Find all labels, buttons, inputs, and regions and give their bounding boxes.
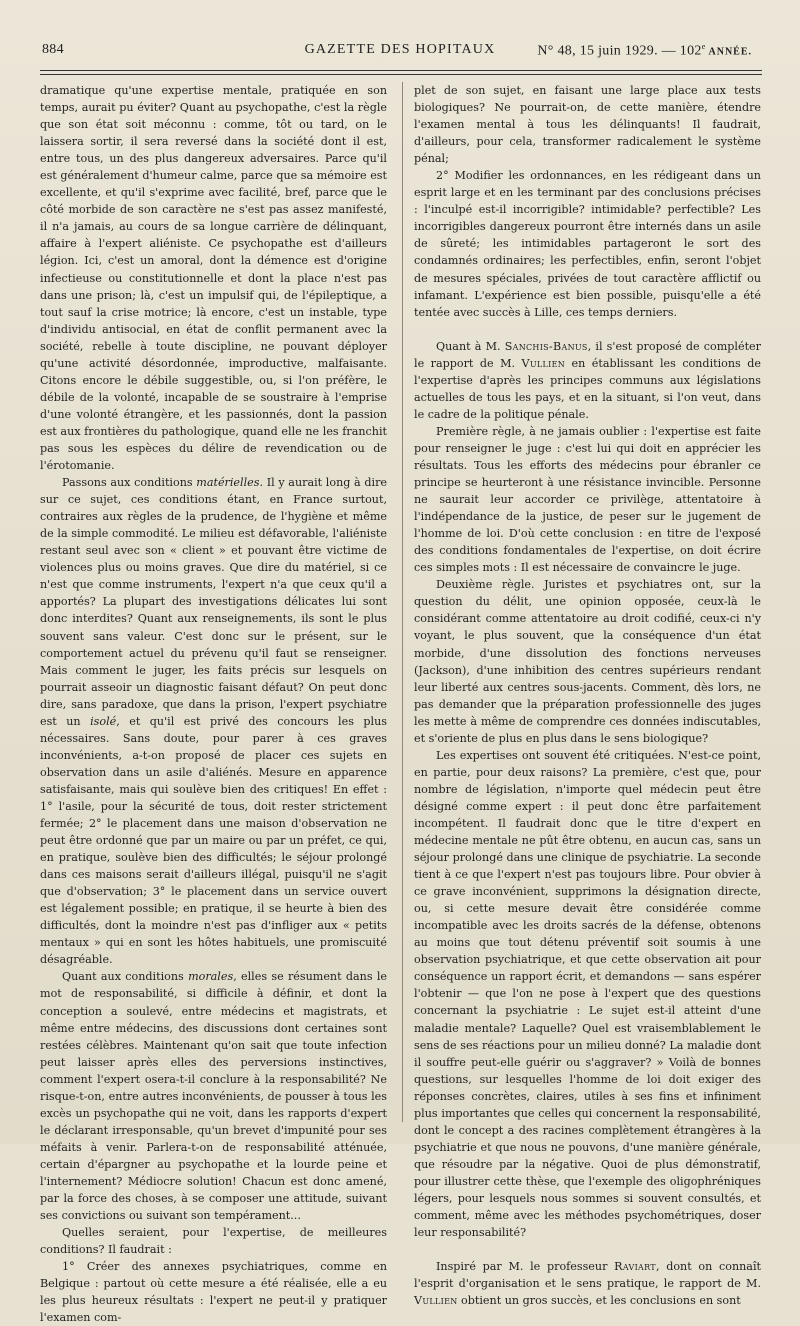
paragraph: Quelles seraient, pour l'expertise, de meilleures conditions? Il faudrait :	[40, 1226, 387, 1257]
paragraph: 1° Créer des annexes psychiatriques, comme en Belgique : partout où cette mesure a été réalisée, elle a eu les plus heureux résultats : l'expert ne peut-il y pratiquer l'examen com-	[40, 1260, 387, 1325]
text-run: Quant à M.	[436, 339, 505, 353]
page-header	[22, 40, 778, 62]
text-run: , il s'est proposé de compléter le rapport de M.	[414, 339, 761, 370]
text-run: Quant aux conditions	[62, 970, 189, 984]
author-name: Vullien	[521, 356, 566, 370]
issue-info	[537, 42, 752, 60]
header-rule-bottom	[40, 74, 762, 75]
text-run: , et qu'il est privé des concours les plus nécessaires. Sans doute, pour parer à ces graves inconvénients, a-t-on proposé de placer ces sujets en observation dans un asile d'aliénés. Mesure en apparence satisfaisante, mais qui soulève bien des critiques! En effet : 1° l'asile, pour la sécurité de tous, doit rester strictement fermée; 2° le placement dans une maison d'observation ne peut être ordonné que par un maire ou par un préfet, ce qui, en pratique, soulève bien des difficultés; le séjour prolongé dans ces maisons serait d'ailleurs illégal, puisqu'il ne s'agit que d'observation; 3° le placement dans un service ouvert est légalement possible; en pratique, il se heurte à bien des difficultés, dont la moindre n'est pas d'infliger aux « petits mentaux » qui en sont les hôtes habituels, une promiscuité désagréable.	[40, 714, 387, 967]
left-column	[40, 82, 387, 1325]
text-run: en établissant les conditions de l'expertise d'après les principes communs aux législations actuelles de tous les pays, et en la situant, si l'on veut, dans le cadre de la politique pénale.	[414, 356, 761, 421]
issue-year-label: ANNÉE.	[705, 46, 752, 58]
header-rule-top	[40, 70, 762, 71]
page-number: 884	[42, 42, 64, 57]
text-run: , elles se résument dans le mot de responsabilité, si difficile à définir, et dont la conception a soulevé, entre médecins et magistrats, et même entre médecins, des discussions dont certaines sont restées célèbres. Maintenant qu'on sait que toute infection peut laisser après elles des perversions instinctives, comment l'expert osera-t-il conclure à la responsabilité? Ne risque-t-on, entre autres inconvénients, de pousser à tous les excès un psychopathe qui ne voit, dans les rapports d'expert le déclarant irresponsable, qu'un brevet d'impunité pour ses méfaits à venir. Parlera-t-on de responsabilité atténuée, certain d'épargner au psychopathe et la lourde peine et l'internement? Médiocre solution! Chacun est donc amené, par la force des choses, à se composer une attitude, suivant ses convictions ou suivant son tempérament...	[40, 970, 387, 1223]
right-column	[414, 82, 761, 1308]
text-run: , dont on connaît l'esprit d'organisation et le sens pratique, le rapport de M.	[414, 1260, 761, 1291]
paragraph: plet de son sujet, en faisant une large place aux tests biologiques? Ne pourrait-on, de cette manière, étendre l'examen mental à tous les délinquants! Il faudrait, d'ailleurs, pour cela, transformer radicalement le système pénal;	[414, 84, 761, 166]
emphasis: morales	[188, 970, 234, 984]
text-run: obtient un gros succès, et les conclusions en sont	[457, 1294, 741, 1308]
issue-ordinal: e	[701, 42, 706, 51]
emphasis: matérielles	[196, 476, 260, 490]
emphasis: isolé	[90, 714, 117, 728]
paragraph	[40, 474, 387, 968]
paragraph	[40, 968, 387, 1224]
text-run: Passons aux conditions	[62, 476, 197, 490]
paragraph: dramatique qu'une expertise mentale, pratiquée en son temps, aurait pu éviter? Quant au psychopathe, c'est la règle que son état soit méconnu : comme, tôt ou tard, on le laissera sortir, il sera reversé dans la société dont il est, entre tous, un des plus dangereux adversaires. Parce qu'il est généralement d'humeur calme, parce que sa mémoire est excellente, et qu'il s'exprime avec facilité, bref, parce que le côté morbide de son caractère ne s'est pas assez manifesté, il n'a jamais, au cours de sa longue carrière de délinquant, affaire à l'expert aliéniste. Ce psychopathe est d'ailleurs légion. Ici, c'est un amoral, dont la démence est d'origine infectieuse ou constitutionnelle et dont la place n'est pas dans une prison; là, c'est un impulsif qui, de l'épileptique, a tout sauf la crise motrice; là encore, c'est un instable, type d'individu antisocial, en état de conflit permanent avec la société, rebelle à toute discipline, ne pouvant déployer qu'une activité désordonnée, improductive, malfaisante. Citons encore le débile suggestible, ou, si l'on préfère, le débile de la volonté, incapable de se soustraire à l'emprise d'une volonté étrangère, et les passionnés, dont la passion est aux frontières du pathologique, quand elle ne les franchit pas sous les espèces du délire de revendication ou de l'érotomanie.	[40, 84, 387, 473]
paragraph	[414, 338, 761, 423]
paragraph: 2° Modifier les ordonnances, en les rédigeant dans un esprit large et en les terminant par des conclusions précises : l'inculpé est-il incorrigible? intimidable? perfectible? Les incorrigibles dangereux pourront être internés dans un asile de sûreté; les intimidables partageront le sort des condamnés ordinaires; les perfectibles, enfin, seront l'objet de mesures spéciales, privées de tout caractère afflictif ou infamant. L'expérience est bien possible, puisqu'elle a été tentée avec succès à Lille, ces temps derniers.	[414, 169, 761, 319]
paragraph: Deuxième règle. Juristes et psychiatres ont, sur la question du délit, une opinion opposée, ceux-là le considérant comme attentatoire au droit codifié, ceux-ci n'y voyant, le plus souvent, que la conséquence d'un état morbide, d'une dissolution des fonctions nerveuses (Jackson), d'une inhibition des centres supérieurs rendant leur liberté aux centres sous-jacents. Comment, dès lors, ne pas demander que la préparation professionnelle des juges les mette à même de comprendre ces données indiscutables, et s'oriente de plus en plus dans le sens biologique?	[414, 578, 761, 745]
paragraph	[414, 1258, 761, 1309]
column-divider	[402, 82, 403, 1122]
paragraph: Première règle, à ne jamais oublier : l'expertise est faite pour renseigner le juge : c'est lui qui doit en apprécier les résultats. Tous les efforts des médecins pour ébranler ce principe se heurteront à une résistance invincible. Personne ne saurait leur accorder ce privilège, attentatoire à l'indépendance de la justice, de peser sur le jugement de l'homme de loi. D'où cette conclusion : en titre de l'exposé des conditions fondamentales de l'expertise, on doit écrire ces simples mots : Il est nécessaire de convaincre le juge.	[414, 424, 761, 575]
author-name: Vullien	[414, 1294, 458, 1308]
text-run: . Il y aurait long à dire sur ce sujet, ces conditions étant, en France surtout, contraires aux règles de la prudence, de l'hygiène et même de la simple commodité. Le milieu est défavorable, l'aliéniste restant seul avec son « client » et pouvant être victime de violences plus ou moins graves. Que dire du matériel, si ce n'est que comme instruments, l'expert n'a que ceux qu'il a apportés? La plupart des investigations délicates lui sont donc interdites? Quant aux renseignements, ils sont le plus souvent sans valeur. C'est donc sur le présent, sur le comportement actuel du prévenu qu'il faut se renseigner. Mais comment le juger, les faits précis sur lesquels on pourrait asseoir un diagnostic faisant défaut? On peut donc dire, sans paradoxe, que dans la prison, l'expert psychiatre est un	[40, 476, 387, 728]
author-name: Raviart	[614, 1260, 656, 1274]
text-run: Inspiré par M. le professeur	[436, 1260, 615, 1274]
paragraph: Les expertises ont souvent été critiquées. N'est-ce point, en partie, pour deux raisons? La première, c'est que, pour nombre de législation, n'importe quel médecin peut être désigné comme expert : il peut donc être parfaitement incompétent. Il faudrait donc que le titre d'expert en médecine mentale ne pût être obtenu, en aucun cas, sans un séjour prolongé dans une clinique de psychiatrie. La seconde tient à ce que l'expert n'est pas toujours libre. Pour obvier à ce grave inconvénient, supprimons la désignation directe, ou, si cette mesure devait être considérée comme incompatible avec les droits sacrés de la défense, obtenons au moins que tout détenu préventif soit soumis à une observation psychiatrique, et que cette observation ait pour conséquence un rapport écrit, et demandons — sans espérer l'obtenir — que l'on ne pose à l'expert que des questions concernant la psychiatrie : Le sujet est-il atteint d'une maladie mentale? Laquelle? Quel est vraisemblablement le sens de ses réactions pour un milieu donné? La maladie dont il souffre peut-elle guérir ou s'aggraver? » Voilà de bonnes questions, sur lesquelles l'homme de loi doit exiger des réponses concrètes, claires, utiles à ses fins et infiniment plus importantes que celles qui concernent la responsabilité, dont le concept a des racines complètement étrangères à la psychiatrie et que nous ne pouvons, d'une manière générale, que résoudre par la négative. Quoi de plus démonstratif, pour illustrer cette thèse, que l'exemple des oligophréniques légers, pour lesquels nous sommes si souvent consultés, et comment, même avec les méthodes psychométriques, doser leur responsabilité?	[414, 748, 761, 1240]
author-name: Sanchis-Banus	[504, 339, 588, 353]
journal-title: GAZETTE DES HOPITAUX	[304, 42, 496, 57]
issue-date: N° 48, 15 juin 1929. — 102	[537, 43, 702, 59]
